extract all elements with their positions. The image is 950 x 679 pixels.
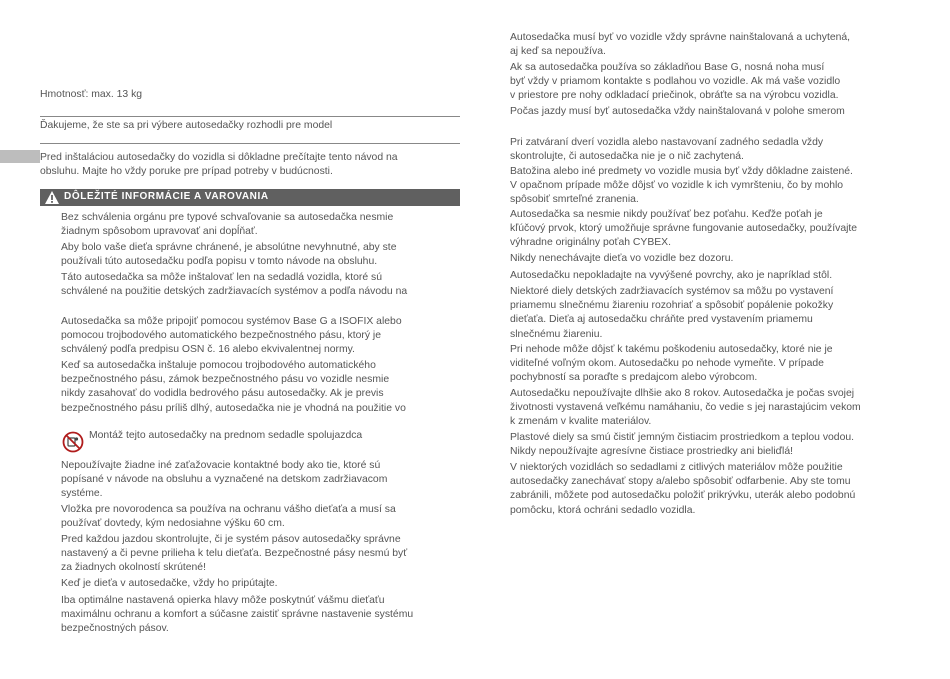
paragraph: Plastové diely sa smú čistiť jemným čistiacim prostriedkom a teplou vodou. Nikdy nepoužívajte agresívne čistiace prostriedky ani bieliďlá!: [510, 432, 855, 458]
weight-text: Hmotnosť: max. 13 kg: [40, 89, 143, 100]
divider: [40, 116, 460, 117]
intro-text: Pred inštaláciou autosedačky do vozidla si dôkladne prečítajte tento návod na obsluhu. Majte ho vždy poruke pre prípad potreby v budúcnosti.: [40, 152, 398, 178]
paragraph: Autosedačka musí byť vo vozidle vždy správne nainštalovaná a uchytená, aj keď sa nepoužíva.: [510, 32, 851, 58]
paragraph: Autosedačku nepoužívajte dlhšie ako 8 rokov. Autosedačka je počas svojej životnosti vystavená veľkému namáhaniu, čo vedie s jej narastajúcim vekom k zmenám v kvalite materiálov.: [510, 388, 861, 428]
paragraph: Nepoužívajte žiadne iné zaťažovacie kontaktné body ako tie, ktoré sú popísané v návode na obsluhu a vyznačené na detskom zadržiavacom systéme.: [61, 460, 388, 500]
paragraph: Autosedačka sa môže pripojiť pomocou systémov Base G a ISOFIX alebo pomocou trojbodového automatického bezpečnostného pásu, ktorý je schválený podľa predpisu OSN č. 16 alebo ekvivalentnej normy.: [61, 316, 402, 356]
paragraph: Počas jazdy musí byť autosedačka vždy nainštalovaná v polohe smerom: [510, 106, 845, 117]
paragraph: Nikdy nenechávajte dieťa vo vozidle bez dozoru.: [510, 253, 734, 264]
front-seat-note: Montáž tejto autosedačky na prednom sedadle spolujazdca: [89, 430, 363, 441]
warning-triangle-icon: [44, 190, 60, 205]
warning-heading: DÔLEŽITÉ INFORMÁCIE A VAROVANIA: [64, 191, 269, 202]
paragraph: Keď sa autosedačka inštaluje pomocou trojbodového automatického bezpečnostného pásu, zámok bezpečnostného pásu vo vozidle nesmie nikdy zasahovať do vodidla bedrového pásu autosedačky. Ak je previs bezpečnostného pásu príliš dlhý, autosedačka nie je vhodná na použitie vo: [61, 360, 406, 414]
paragraph: Pred každou jazdou skontrolujte, či je systém pásov autosedačky správne nastavený a či pevne prilieha k telu dieťaťa. Bezpečnostné pásy nesmú byť za žiadnych okolností skrútené!: [61, 534, 408, 574]
paragraph: Keď je dieťa v autosedačke, vždy ho pripútajte.: [61, 578, 278, 589]
paragraph: Ak sa autosedačka používa so základňou Base G, nosná noha musí byť vždy v priamom kontakte s podlahou vo vozidle. Ak má vaše vozidlo v priestore pre nohy odkladací priečinok, obráťte sa na výrobcu vozidla.: [510, 62, 841, 102]
paragraph: V niektorých vozidlách so sedadlami z citlivých materiálov môže použitie autosedačky zanechávať stopy a/alebo spôsobiť odfarbenie. Aby ste tomu zabránili, môžete pod autosedačku položiť prikrývku, uterák alebo podobnú pomôcku, ktorá ochráni sedadlo vozidla.: [510, 462, 856, 516]
paragraph: Pri zatváraní dverí vozidla alebo nastavovaní zadného sedadla vždy skontrolujte, či autosedačka nie je o nič zachytená.: [510, 137, 824, 163]
paragraph: Iba optimálne nastavená opierka hlavy môže poskytnúť vášmu dieťaťu maximálnu ochranu a komfort a súčasne zaistiť správne nastavenie systému bezpečnostných pásov.: [61, 595, 414, 635]
thanks-text: Ďakujeme, že ste sa pri výbere autosedačky rozhodli pre model: [40, 120, 333, 131]
paragraph: Niektoré diely detských zadržiavacích systémov sa môžu po vystavení priamemu slnečnému žiareniu rozohriať a spôsobiť popálenie pokožky dieťaťa. Dieťa aj autosedačku chráňte pred vystavením priamemu slnečnému žiareniu.: [510, 286, 834, 340]
paragraph: Bez schválenia orgánu pre typové schvaľovanie sa autosedačka nesmie žiadnym spôsobom upravovať ani dopĺňať.: [61, 212, 394, 238]
paragraph: Vložka pre novorodenca sa používa na ochranu vášho dieťaťa a musí sa používať dovtedy, kým nedosiahne výšku 60 cm.: [61, 504, 396, 530]
divider: [40, 143, 460, 144]
paragraph: Autosedačka sa nesmie nikdy používať bez poťahu. Keďže poťah je kľúčový prvok, ktorý umožňuje správne fungovanie autosedačky, používajte výhradne originálny poťah CYBEX.: [510, 209, 858, 249]
paragraph: Táto autosedačka sa môže inštalovať len na sedadlá vozidla, ktoré sú schválené na použitie detských zadržiavacích systémov a podľa návodu na: [61, 272, 408, 298]
paragraph: Batožina alebo iné predmety vo vozidle musia byť vždy dôkladne zaistené. V opačnom prípade môže dôjsť vo vozidle k ich vymršteniu, čo by mohlo spôsobiť smrteľné zranenia.: [510, 166, 853, 206]
warning-heading-bar: [40, 189, 460, 206]
no-front-seat-icon: [62, 431, 84, 453]
paragraph: Autosedačku nepokladajte na vyvýšené povrchy, ako je napríklad stôl.: [510, 270, 833, 281]
paragraph: Pri nehode môže dôjsť k takému poškodeniu autosedačky, ktoré nie je viditeľné voľným okom. Autosedačku po nehode vymeňte. V prípade pochybností sa poraďte s predajcom alebo výrobcom.: [510, 344, 833, 384]
page-edge-tab: [0, 150, 40, 163]
paragraph: Aby bolo vaše dieťa správne chránené, je absolútne nevyhnutné, aby ste používali túto autosedačku podľa popisu v tomto návode na obsluhu.: [61, 242, 397, 268]
